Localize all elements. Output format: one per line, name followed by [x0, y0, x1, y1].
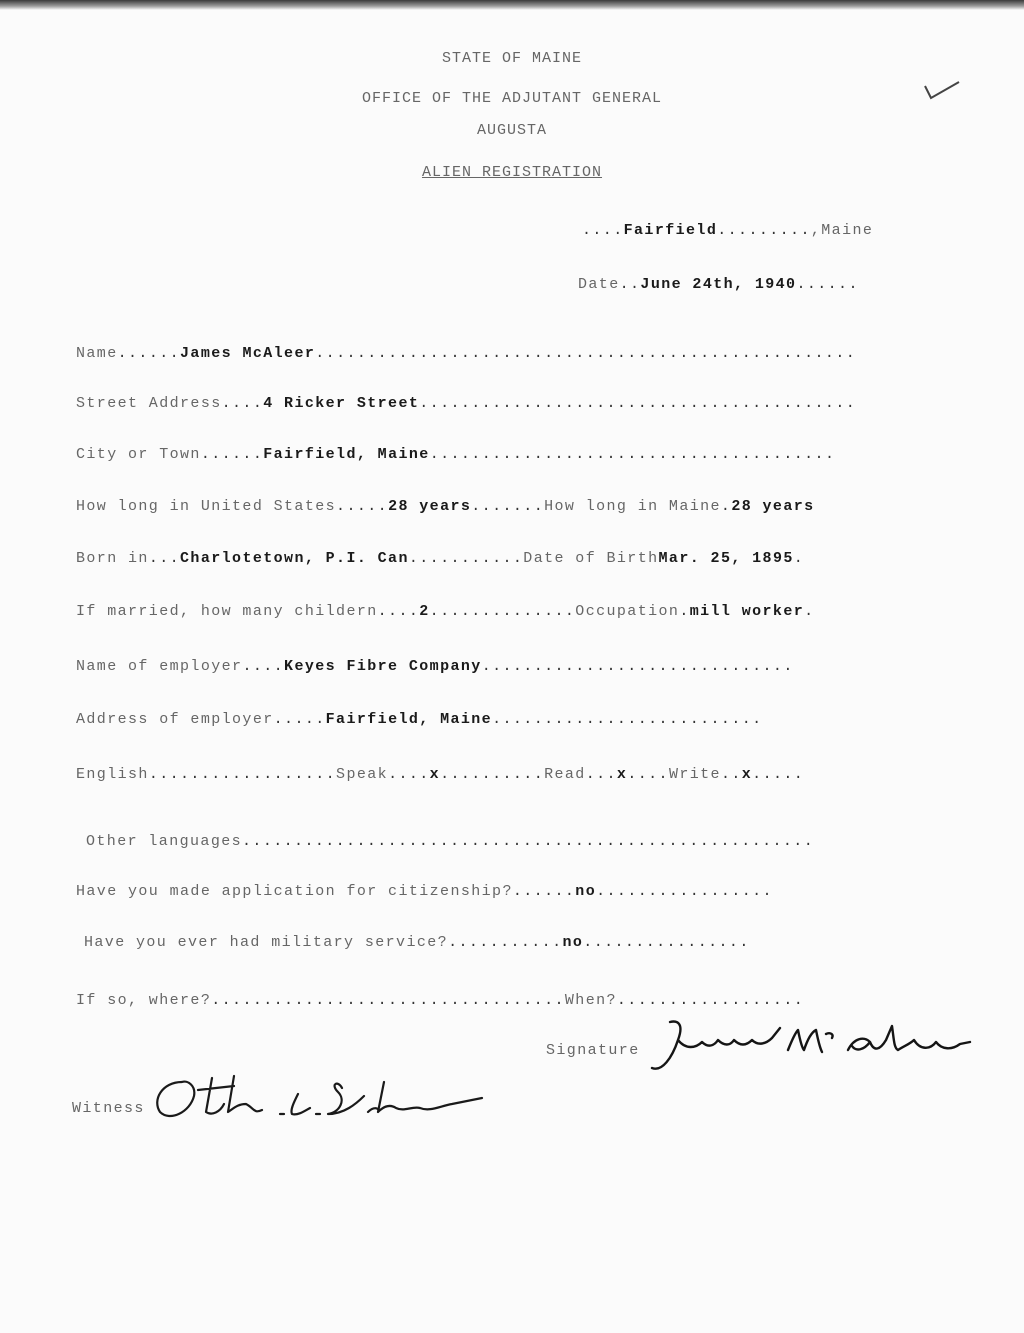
other-languages-line: Other languages.......................................................: [86, 833, 815, 850]
duration-line: How long in United States.....28 years.......How long in Maine.28 years: [76, 498, 815, 515]
speak-label: Speak: [336, 766, 389, 783]
name-line: Name......James McAleer....................................................: [76, 345, 857, 362]
children-line: If married, how many childern....2..............Occupation.mill worker.: [76, 603, 815, 620]
citizenship-value: no: [575, 883, 597, 900]
read-label: Read: [544, 766, 586, 783]
military-value: no: [562, 934, 584, 951]
where-label: If so, where?: [76, 992, 212, 1009]
occupation-label: Occupation: [575, 603, 680, 620]
city-value: Fairfield, Maine: [263, 446, 430, 463]
street-label: Street Address: [76, 395, 222, 412]
signature-label: Signature: [546, 1042, 640, 1059]
employer-value: Keyes Fibre Company: [284, 658, 482, 675]
children-label: If married, how many childern: [76, 603, 378, 620]
header-office: OFFICE OF THE ADJUTANT GENERAL: [361, 90, 663, 107]
citizenship-label: Have you made application for citizenship?: [76, 883, 513, 900]
read-value: x: [616, 766, 628, 783]
date-value: June 24th, 1940: [640, 276, 797, 293]
city-label: City or Town: [76, 446, 201, 463]
birth-line: Born in...Charlotetown, P.I. Can...........Date of BirthMar. 25, 1895.: [76, 550, 805, 567]
signature-image: [648, 1010, 978, 1085]
street-value: 4 Ricker Street: [263, 395, 420, 412]
place-suffix: ,Maine: [810, 222, 874, 239]
citizenship-line: Have you made application for citizenship?......no.................: [76, 883, 773, 900]
name-label: Name: [76, 345, 118, 362]
write-label: Write: [668, 766, 721, 783]
us-label: How long in United States: [76, 498, 337, 515]
form-title: ALIEN REGISTRATION: [421, 164, 603, 181]
employer-address-value: Fairfield, Maine: [325, 711, 493, 728]
military-label: Have you ever had military service?: [84, 934, 449, 951]
other-languages-label: Other languages: [86, 833, 243, 850]
maine-value: 28 years: [731, 498, 815, 515]
employer-address-line: Address of employer.....Fairfield, Maine..........................: [76, 711, 763, 728]
street-line: Street Address....4 Ricker Street..........................................: [76, 395, 857, 412]
dob-value: Mar. 25, 1895: [658, 550, 794, 567]
date-line: Date..June 24th, 1940......: [578, 276, 859, 293]
checkmark-icon: [922, 78, 962, 104]
header-state: STATE OF MAINE: [441, 50, 583, 67]
occupation-value: mill worker: [689, 603, 805, 620]
english-label: English: [76, 766, 149, 783]
employer-label: Name of employer: [76, 658, 243, 675]
english-line: English..................Speak....x..........Read...x....Write..x.....: [76, 766, 805, 783]
where-line: If so, where?..................................When?..................: [76, 992, 805, 1009]
born-value: Charlotetown, P.I. Can: [180, 550, 409, 567]
speak-value: x: [429, 766, 441, 783]
header-city: AUGUSTA: [476, 122, 547, 139]
place-line: ....Fairfield.........,Maine: [582, 222, 874, 239]
name-value: James McAleer: [180, 345, 316, 362]
witness-signature-image: [142, 1068, 492, 1128]
city-line: City or Town......Fairfield, Maine.......................................: [76, 446, 836, 463]
employer-line: Name of employer....Keyes Fibre Company..............................: [76, 658, 794, 675]
write-value: x: [741, 766, 753, 783]
witness-label: Witness: [72, 1100, 145, 1117]
maine-label: How long in Maine: [544, 498, 721, 515]
military-line: Have you ever had military service?...........no................: [84, 934, 750, 951]
us-value: 28 years: [388, 498, 472, 515]
place-value: Fairfield: [623, 222, 718, 239]
born-label: Born in: [76, 550, 149, 567]
date-label: Date: [578, 276, 620, 293]
employer-address-label: Address of employer: [76, 711, 274, 728]
dob-label: Date of Birth: [523, 550, 659, 567]
scan-edge: [0, 0, 1024, 10]
when-label: When?: [564, 992, 617, 1009]
children-value: 2: [419, 603, 430, 620]
